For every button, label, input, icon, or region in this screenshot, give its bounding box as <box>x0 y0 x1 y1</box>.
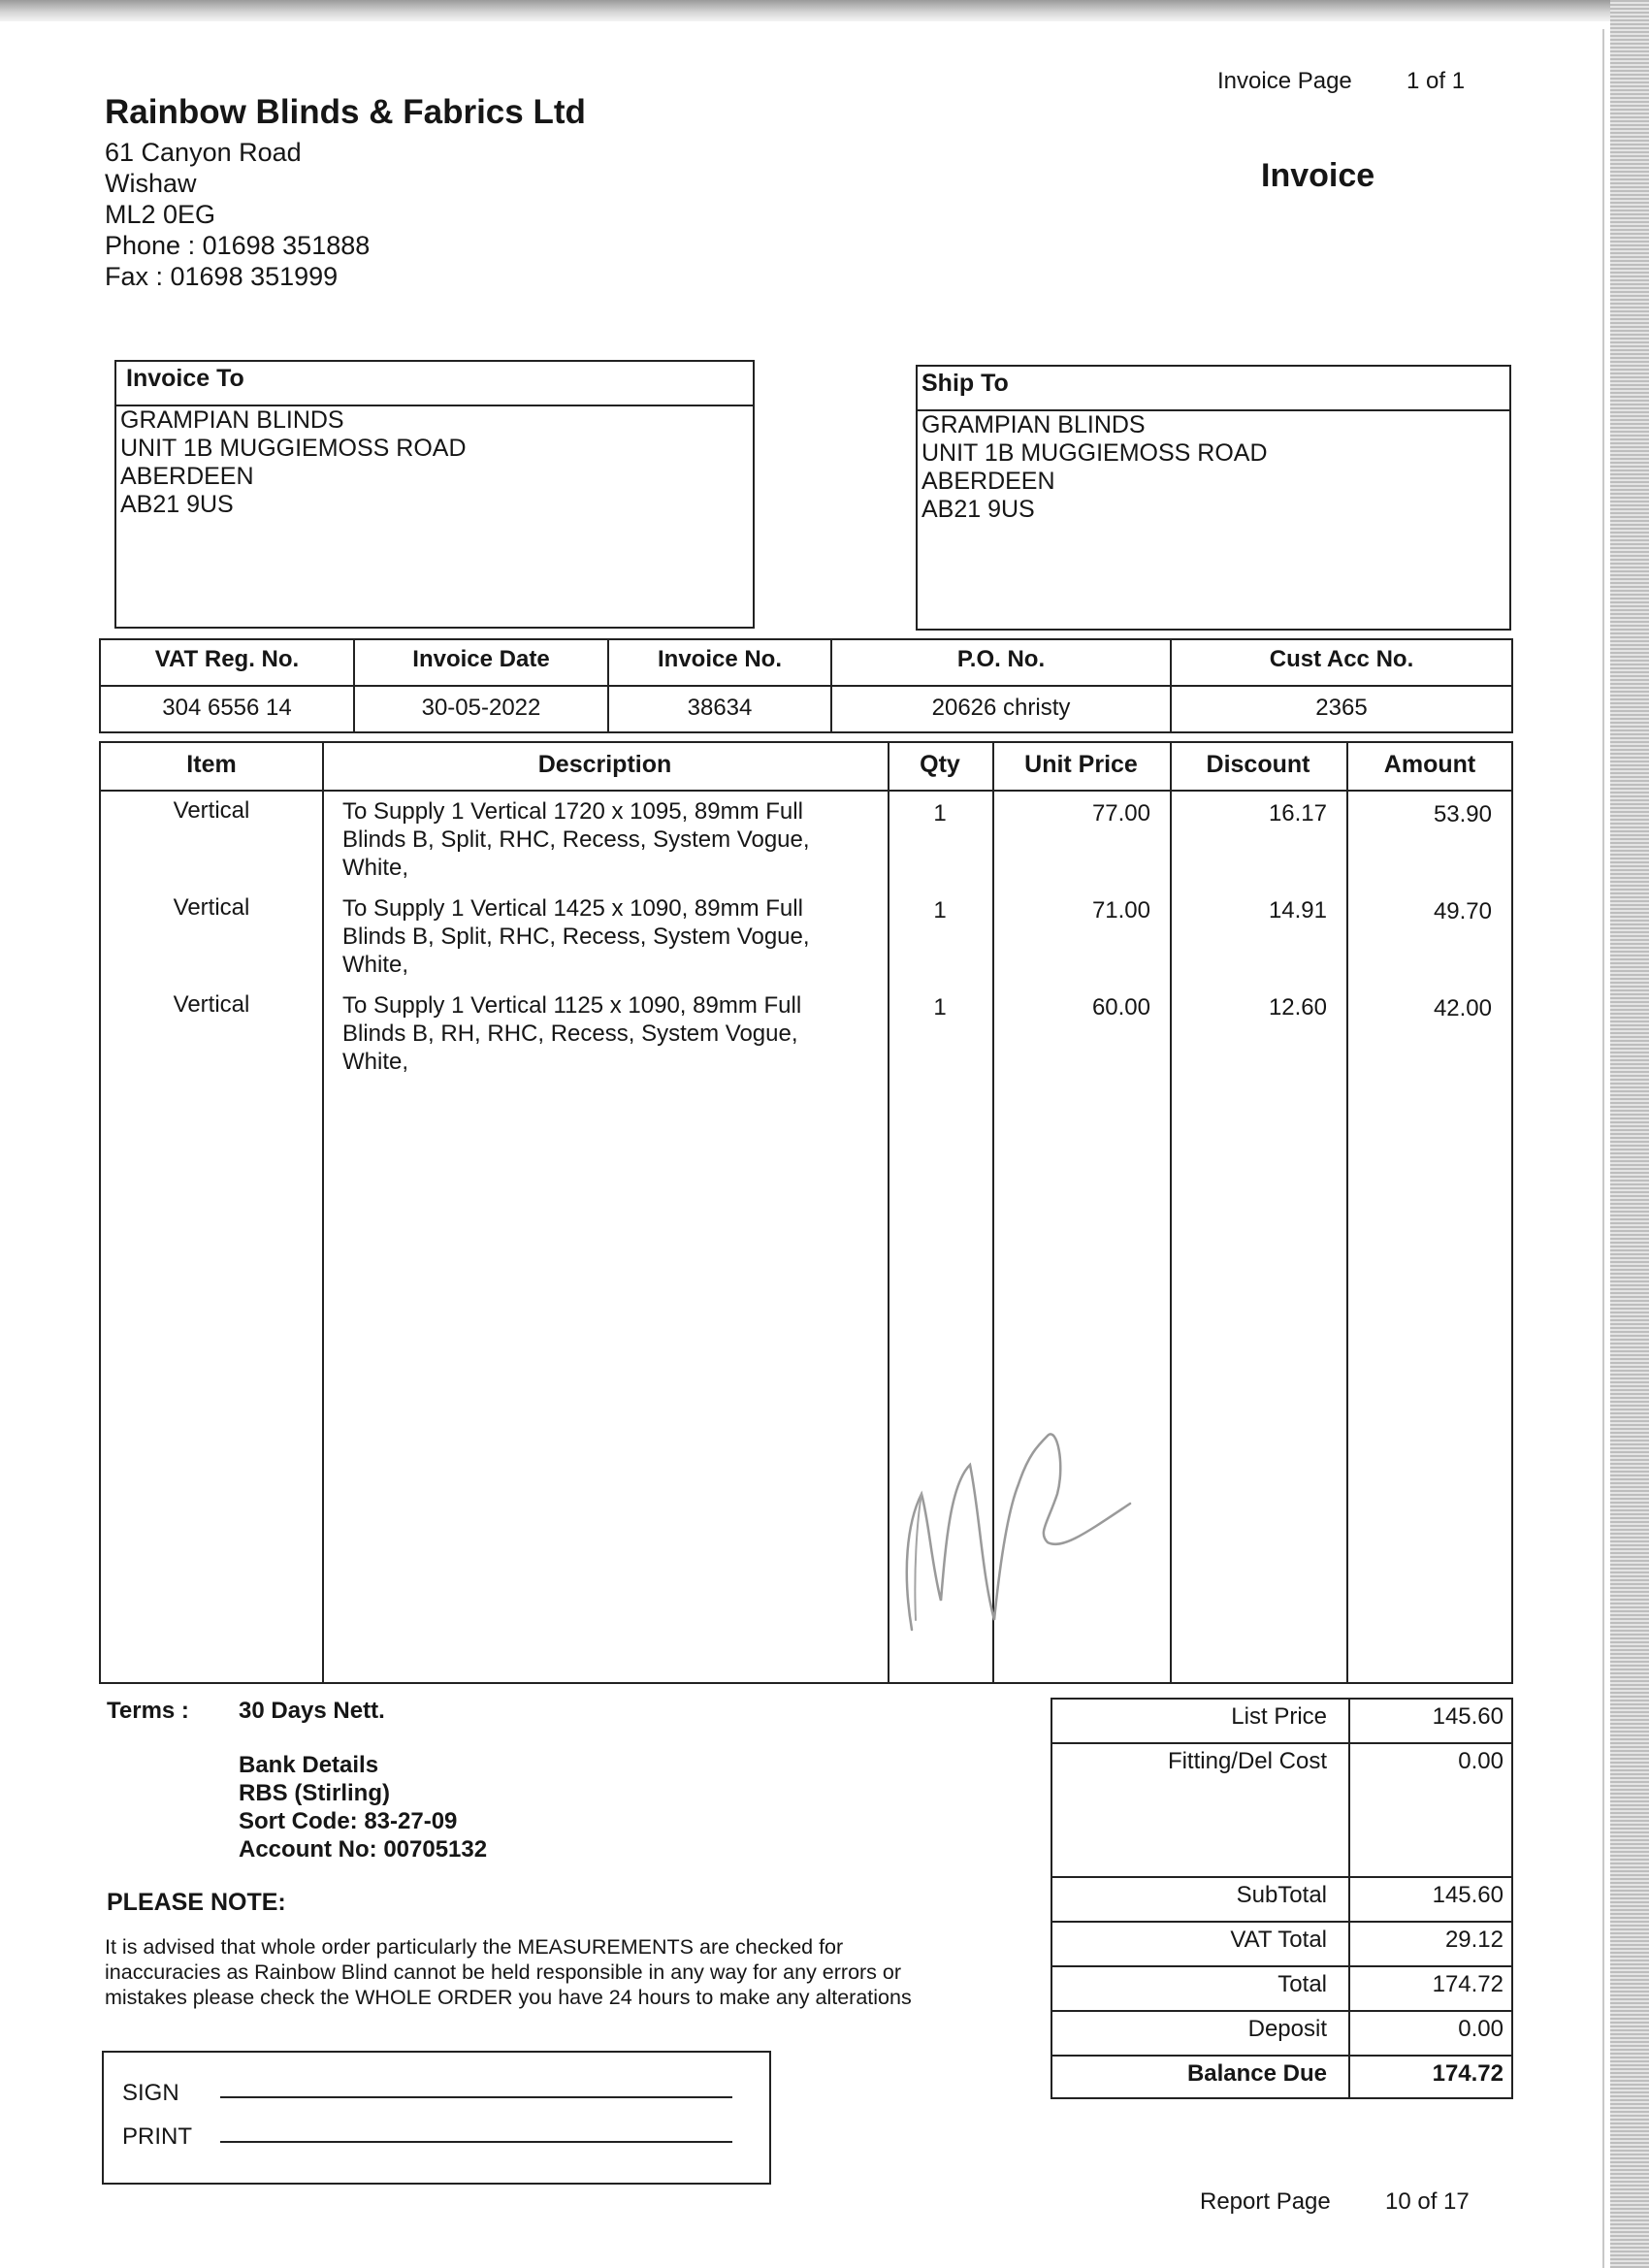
fitting-cost-label: Fitting/Del Cost <box>1167 1748 1327 1774</box>
amount-cell: 49.70 <box>1433 898 1492 924</box>
invoice-to-line: UNIT 1B MUGGIEMOSS ROAD <box>120 435 467 462</box>
company-address-line: 61 Canyon Road <box>105 138 302 167</box>
deposit-label: Deposit <box>1247 2016 1327 2042</box>
vat-total-value: 29.12 <box>1444 1927 1504 1953</box>
description-line: Blinds B, RH, RHC, Recess, System Vogue, <box>342 1021 798 1047</box>
item-header: Item <box>186 751 237 778</box>
invoice-page-number: 1 of 1 <box>1406 68 1466 94</box>
terms-value: 30 Days Nett. <box>239 1698 385 1724</box>
report-page-number: 10 of 17 <box>1385 2188 1470 2215</box>
ship-to-box <box>916 365 1511 631</box>
amount-header: Amount <box>1383 751 1476 778</box>
please-note-heading: PLEASE NOTE: <box>107 1889 286 1916</box>
invoice-to-line: GRAMPIAN BLINDS <box>120 406 344 434</box>
note-line: mistakes please check the WHOLE ORDER you have 24 hours to make any alterations <box>105 1986 912 2009</box>
subtotal-label: SubTotal <box>1236 1882 1327 1908</box>
bank-details-line: Sort Code: 83-27-09 <box>239 1808 458 1834</box>
unit-price-cell: 77.00 <box>1091 800 1150 826</box>
scan-edge-top <box>0 0 1649 21</box>
amount-cell: 42.00 <box>1433 995 1492 1021</box>
unit-price-cell: 60.00 <box>1091 994 1150 1021</box>
sign-label: SIGN <box>122 2080 179 2106</box>
column-divider <box>888 743 889 1682</box>
vat-total-label: VAT Total <box>1230 1927 1327 1953</box>
totals-row-subtotal <box>1052 1878 1511 1923</box>
sign-print-box <box>102 2051 771 2185</box>
deposit-value: 0.00 <box>1458 2016 1504 2042</box>
bank-details-line: Bank Details <box>239 1752 379 1778</box>
invoice-date-value: 30-05-2022 <box>355 687 609 731</box>
item-cell: Vertical <box>173 894 250 921</box>
company-phone: Phone : 01698 351888 <box>105 231 371 260</box>
totals-row-list-price <box>1052 1700 1511 1744</box>
invoice-no-header: Invoice No. <box>609 640 832 687</box>
description-line: Blinds B, Split, RHC, Recess, System Vogue, <box>342 923 810 950</box>
total-value: 174.72 <box>1432 1971 1504 1997</box>
vat-reg-value: 304 6556 14 <box>101 687 355 731</box>
description-cell <box>342 991 886 1076</box>
totals-row-fitting <box>1052 1744 1511 1878</box>
column-divider <box>1170 743 1172 1682</box>
list-price-value: 145.60 <box>1432 1703 1504 1730</box>
description-line: White, <box>342 855 409 881</box>
line-items-table <box>99 741 1513 1684</box>
invoice-page-label: Invoice Page <box>1217 68 1352 94</box>
invoice-to-line: ABERDEEN <box>120 463 254 490</box>
ship-to-line: AB21 9US <box>922 496 1035 523</box>
po-no-header: P.O. No. <box>832 640 1172 687</box>
paper-edge <box>1602 29 1604 2268</box>
balance-due-label: Balance Due <box>1186 2060 1327 2087</box>
invoice-reference-table <box>99 638 1513 733</box>
invoice-no-value: 38634 <box>609 687 832 731</box>
totals-row-balance <box>1052 2057 1511 2099</box>
company-name: Rainbow Blinds & Fabrics Ltd <box>105 93 586 131</box>
balance-due-value: 174.72 <box>1432 2060 1504 2087</box>
qty-cell: 1 <box>933 994 947 1021</box>
totals-row-vat <box>1052 1923 1511 1967</box>
vat-reg-header: VAT Reg. No. <box>101 640 355 687</box>
cust-acc-header: Cust Acc No. <box>1172 640 1511 687</box>
description-cell <box>342 894 886 979</box>
discount-cell: 16.17 <box>1268 800 1327 826</box>
description-header: Description <box>537 751 672 778</box>
header-divider <box>101 790 1511 792</box>
description-line: To Supply 1 Vertical 1425 x 1090, 89mm Full <box>342 895 803 922</box>
sign-line[interactable] <box>220 2096 732 2098</box>
discount-cell: 14.91 <box>1268 897 1327 923</box>
ship-to-title: Ship To <box>918 367 1509 411</box>
subtotal-value: 145.60 <box>1432 1882 1504 1908</box>
fitting-cost-value: 0.00 <box>1458 1748 1504 1774</box>
invoice-to-line: AB21 9US <box>120 491 234 518</box>
bank-details-line: RBS (Stirling) <box>239 1780 390 1806</box>
discount-header: Discount <box>1206 751 1310 778</box>
print-label: PRINT <box>122 2123 192 2150</box>
company-address-line: Wishaw <box>105 169 197 198</box>
list-price-label: List Price <box>1231 1703 1327 1730</box>
qty-header: Qty <box>920 751 960 778</box>
invoice-to-title: Invoice To <box>116 362 753 406</box>
bank-details-line: Account No: 00705132 <box>239 1836 488 1863</box>
unit-price-cell: 71.00 <box>1091 897 1150 923</box>
totals-table <box>1051 1698 1513 2099</box>
column-divider <box>1346 743 1348 1682</box>
ship-to-line: UNIT 1B MUGGIEMOSS ROAD <box>922 439 1268 467</box>
description-cell <box>342 797 886 882</box>
report-page-label: Report Page <box>1200 2188 1331 2215</box>
please-note-text <box>105 1934 1036 2010</box>
item-cell: Vertical <box>173 797 250 824</box>
scan-edge-right <box>1610 0 1649 2268</box>
qty-cell: 1 <box>933 897 947 923</box>
description-line: White, <box>342 1049 409 1075</box>
totals-row-total <box>1052 1967 1511 2012</box>
description-line: White, <box>342 952 409 978</box>
discount-cell: 12.60 <box>1268 994 1327 1021</box>
note-line: inaccuracies as Rainbow Blind cannot be held responsible in any way for any errors or <box>105 1960 902 1984</box>
company-address-line: ML2 0EG <box>105 200 216 229</box>
document-title: Invoice <box>1261 157 1375 194</box>
ship-to-line: GRAMPIAN BLINDS <box>922 411 1146 438</box>
invoice-to-box <box>114 360 755 629</box>
totals-row-deposit <box>1052 2012 1511 2057</box>
total-label: Total <box>1277 1971 1327 1997</box>
cust-acc-value: 2365 <box>1315 695 1368 721</box>
column-divider <box>322 743 324 1682</box>
print-line[interactable] <box>220 2141 732 2143</box>
invoice-date-header: Invoice Date <box>355 640 609 687</box>
po-no-value: 20626 christy <box>832 687 1172 731</box>
qty-cell: 1 <box>933 800 947 826</box>
amount-cell: 53.90 <box>1433 801 1492 827</box>
terms-label: Terms : <box>107 1698 189 1724</box>
note-line: It is advised that whole order particularly the MEASUREMENTS are checked for <box>105 1935 844 1959</box>
ship-to-line: ABERDEEN <box>922 468 1055 495</box>
description-line: To Supply 1 Vertical 1720 x 1095, 89mm Full <box>342 798 803 825</box>
handwritten-initials <box>892 1377 1145 1649</box>
company-fax: Fax : 01698 351999 <box>105 262 339 291</box>
description-line: To Supply 1 Vertical 1125 x 1090, 89mm Full <box>342 992 802 1019</box>
item-cell: Vertical <box>173 991 250 1018</box>
description-line: Blinds B, Split, RHC, Recess, System Vogue, <box>342 826 810 853</box>
unit-price-header: Unit Price <box>1024 751 1138 778</box>
